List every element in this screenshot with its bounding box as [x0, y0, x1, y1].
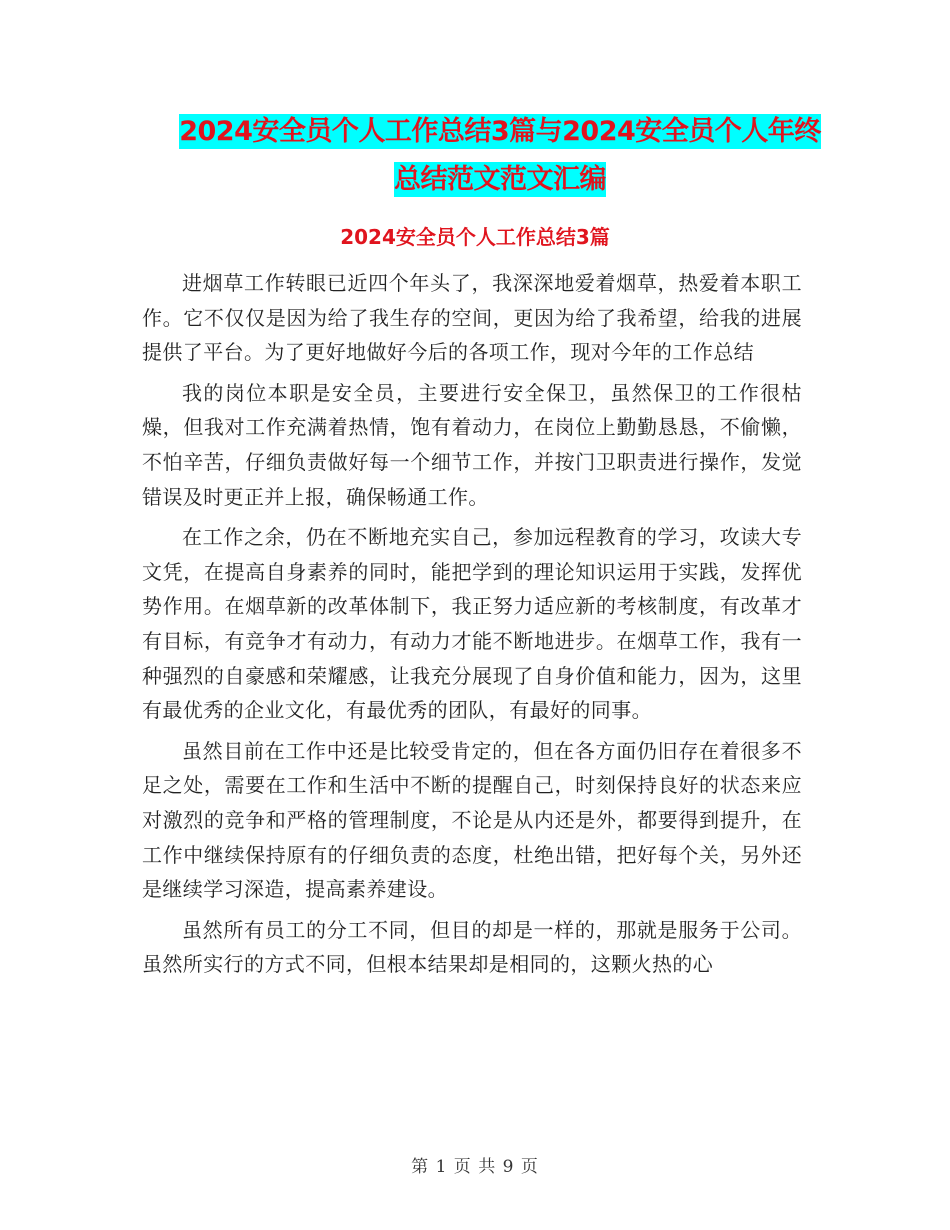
body-paragraph: 虽然目前在工作中还是比较受肯定的，但在各方面仍旧存在着很多不足之处，需要在工作和生活中不断的提醒自己，时刻保持良好的状态来应对激烈的竞争和严格的管理制度，不论是从内还是外，都要得到提升，在工作中继续保持原有的仔细负责的态度，杜绝出错，把好每个关，另外还是继续学习深造，提高素养建设。	[142, 738, 802, 902]
body-paragraph: 在工作之余，仍在不断地充实自己，参加远程教育的学习，攻读大专文凭，在提高自身素养的同时，能把学到的理论知识运用于实践，发挥优势作用。在烟草新的改革体制下，我正努力适应新的考核制度，有改革才有目标，有竞争才有动力，有动力才能不断地进步。在烟草工作，我有一种强烈的自豪感和荣耀感，让我充分展现了自身价值和能力，因为，这里有最优秀的企业文化，有最优秀的团队，有最好的同事。	[142, 525, 802, 723]
document-title-line-1: 2024安全员个人工作总结3篇与2024安全员个人年终	[179, 116, 821, 147]
document-body	[142, 266, 802, 988]
body-paragraph: 进烟草工作转眼已近四个年头了，我深深地爱着烟草，热爱着本职工作。它不仅仅是因为给了我生存的空间，更因为给了我希望，给我的进展提供了平台。为了更好地做好今后的各项工作，现对今年的工作总结	[142, 271, 802, 365]
body-paragraph: 虽然所有员工的分工不同，但目的却是一样的，那就是服务于公司。虽然所实行的方式不同，但根本结果却是相同的，这颗火热的心	[142, 917, 802, 977]
body-paragraph: 我的岗位本职是安全员，主要进行安全保卫，虽然保卫的工作很枯燥，但我对工作充满着热情，饱有着动力，在岗位上勤勤恳恳，不偷懒，不怕辛苦，仔细负责做好每一个细节工作，并按门卫职责进行操作，发觉错误及时更正并上报，确保畅通工作。	[142, 380, 802, 509]
page-footer: 第 1 页 共 9 页	[411, 1157, 539, 1177]
section-heading: 2024安全员个人工作总结3篇	[340, 225, 610, 249]
document-title	[130, 108, 870, 204]
document-title-line-2: 总结范文范文汇编	[394, 164, 606, 195]
